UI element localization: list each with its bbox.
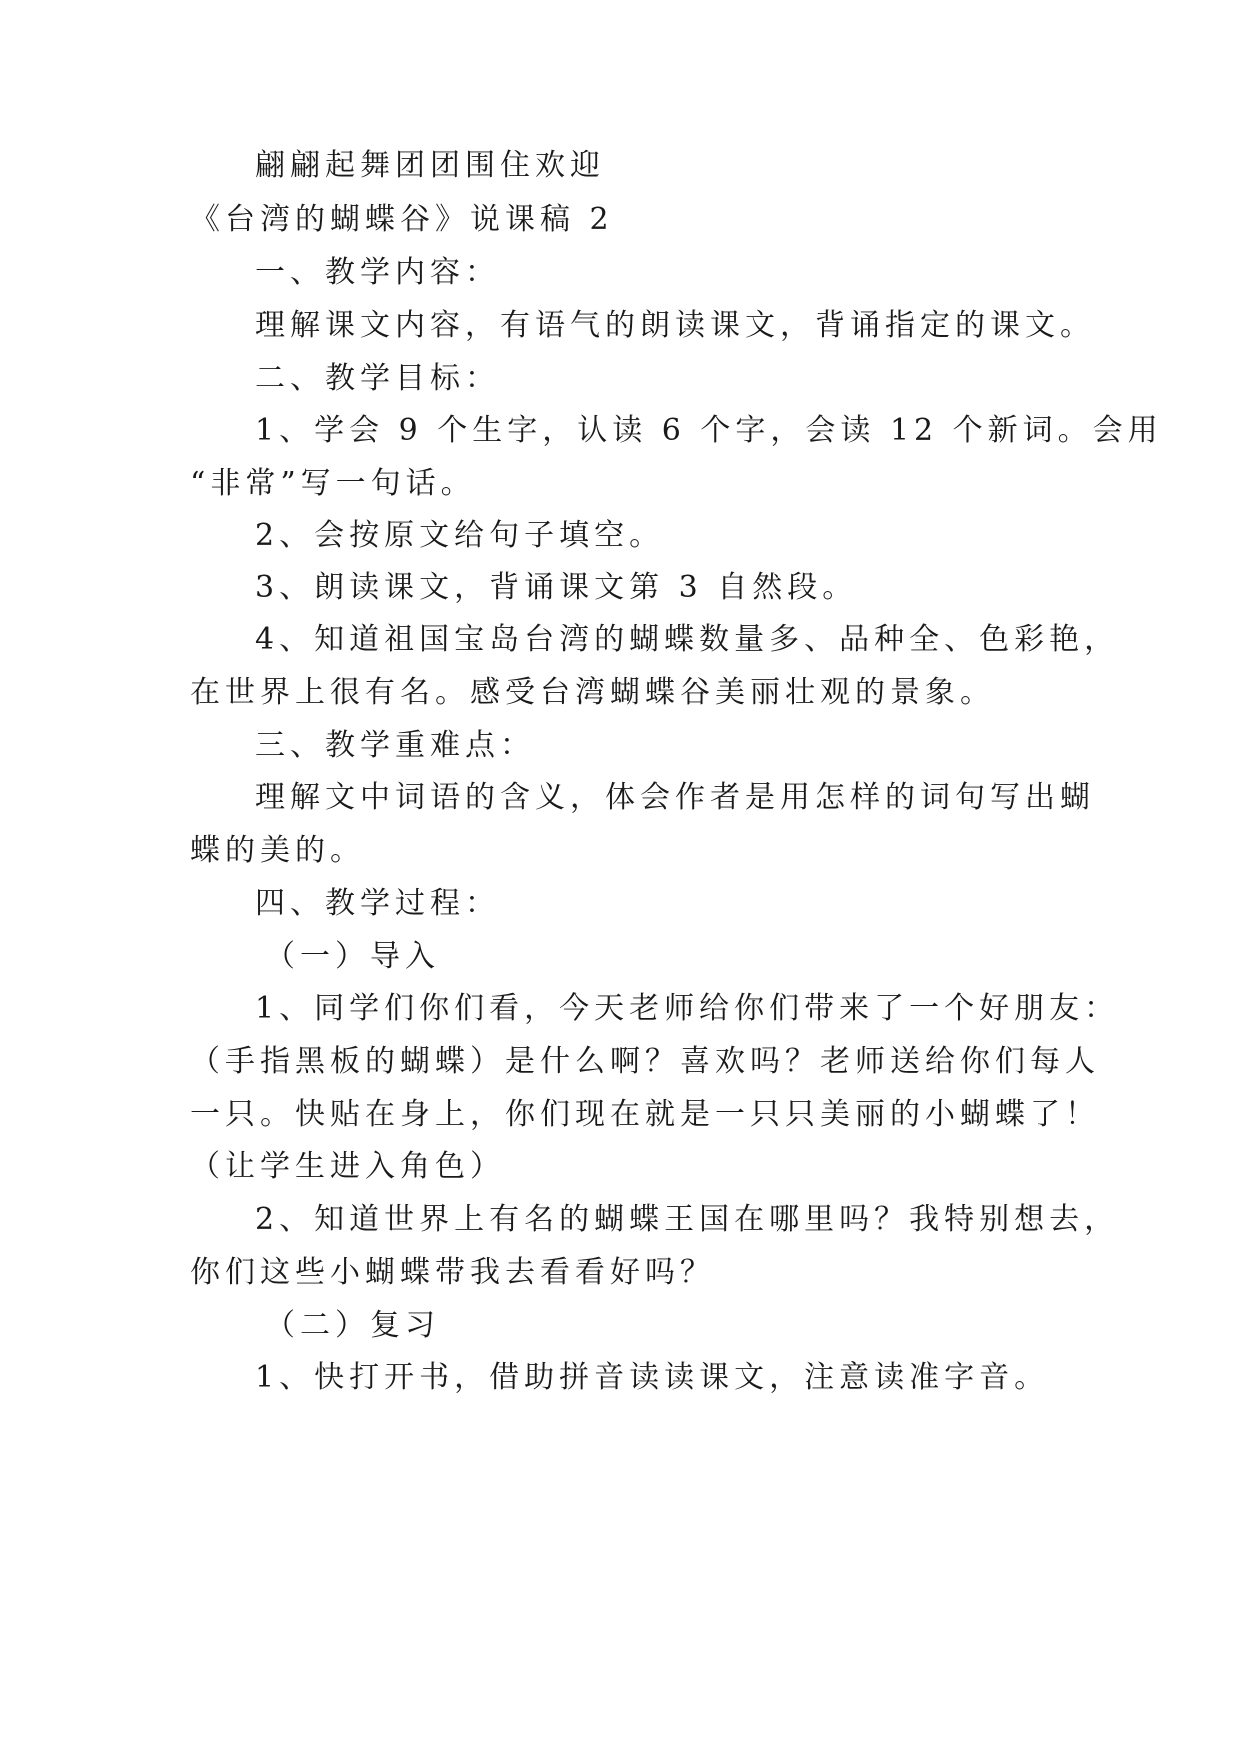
- paragraph-line: 1、学会 9 个生字，认读 6 个字，会读 12 个新词。会用: [255, 413, 1163, 448]
- section-heading-2: 二、教学目标：: [255, 361, 500, 396]
- paragraph-line: 蝶的美的。: [190, 833, 365, 868]
- paragraph-line: 理解课文内容，有语气的朗读课文，背诵指定的课文。: [255, 308, 1095, 343]
- paragraph-line: 4、知道祖国宝岛台湾的蝴蝶数量多、品种全、色彩艳，: [255, 622, 1120, 657]
- subsection-heading-1: （一）导入: [265, 939, 440, 974]
- section-heading-4: 四、教学过程：: [255, 886, 500, 921]
- text-line-1: 翩翩起舞团团围住欢迎: [255, 148, 605, 183]
- paragraph-line: （手指黑板的蝴蝶）是什么啊？喜欢吗？老师送给你们每人: [190, 1044, 1100, 1079]
- paragraph-line: 一只。快贴在身上，你们现在就是一只只美丽的小蝴蝶了！: [190, 1097, 1100, 1132]
- paragraph-line: 理解文中词语的含义，体会作者是用怎样的词句写出蝴: [255, 780, 1095, 815]
- document-title: 《台湾的蝴蝶谷》说课稿 2: [190, 202, 614, 237]
- paragraph-line: 你们这些小蝴蝶带我去看看好吗？: [190, 1255, 715, 1290]
- paragraph-line: 2、知道世界上有名的蝴蝶王国在哪里吗？我特别想去，: [255, 1202, 1120, 1237]
- paragraph-line: “非常”写一句话。: [190, 466, 476, 501]
- section-heading-1: 一、教学内容：: [255, 255, 500, 290]
- paragraph-line: 1、同学们你们看，今天老师给你们带来了一个好朋友：: [255, 991, 1120, 1026]
- subsection-heading-2: （二）复习: [265, 1308, 440, 1343]
- paragraph-line: 3、朗读课文，背诵课文第 3 自然段。: [255, 570, 858, 605]
- paragraph-line: 1、快打开书，借助拼音读读课文，注意读准字音。: [255, 1360, 1050, 1395]
- paragraph-line: （让学生进入角色）: [190, 1149, 505, 1184]
- section-heading-3: 三、教学重难点：: [255, 728, 535, 763]
- paragraph-line: 在世界上很有名。感受台湾蝴蝶谷美丽壮观的景象。: [190, 675, 995, 710]
- paragraph-line: 2、会按原文给句子填空。: [255, 518, 665, 553]
